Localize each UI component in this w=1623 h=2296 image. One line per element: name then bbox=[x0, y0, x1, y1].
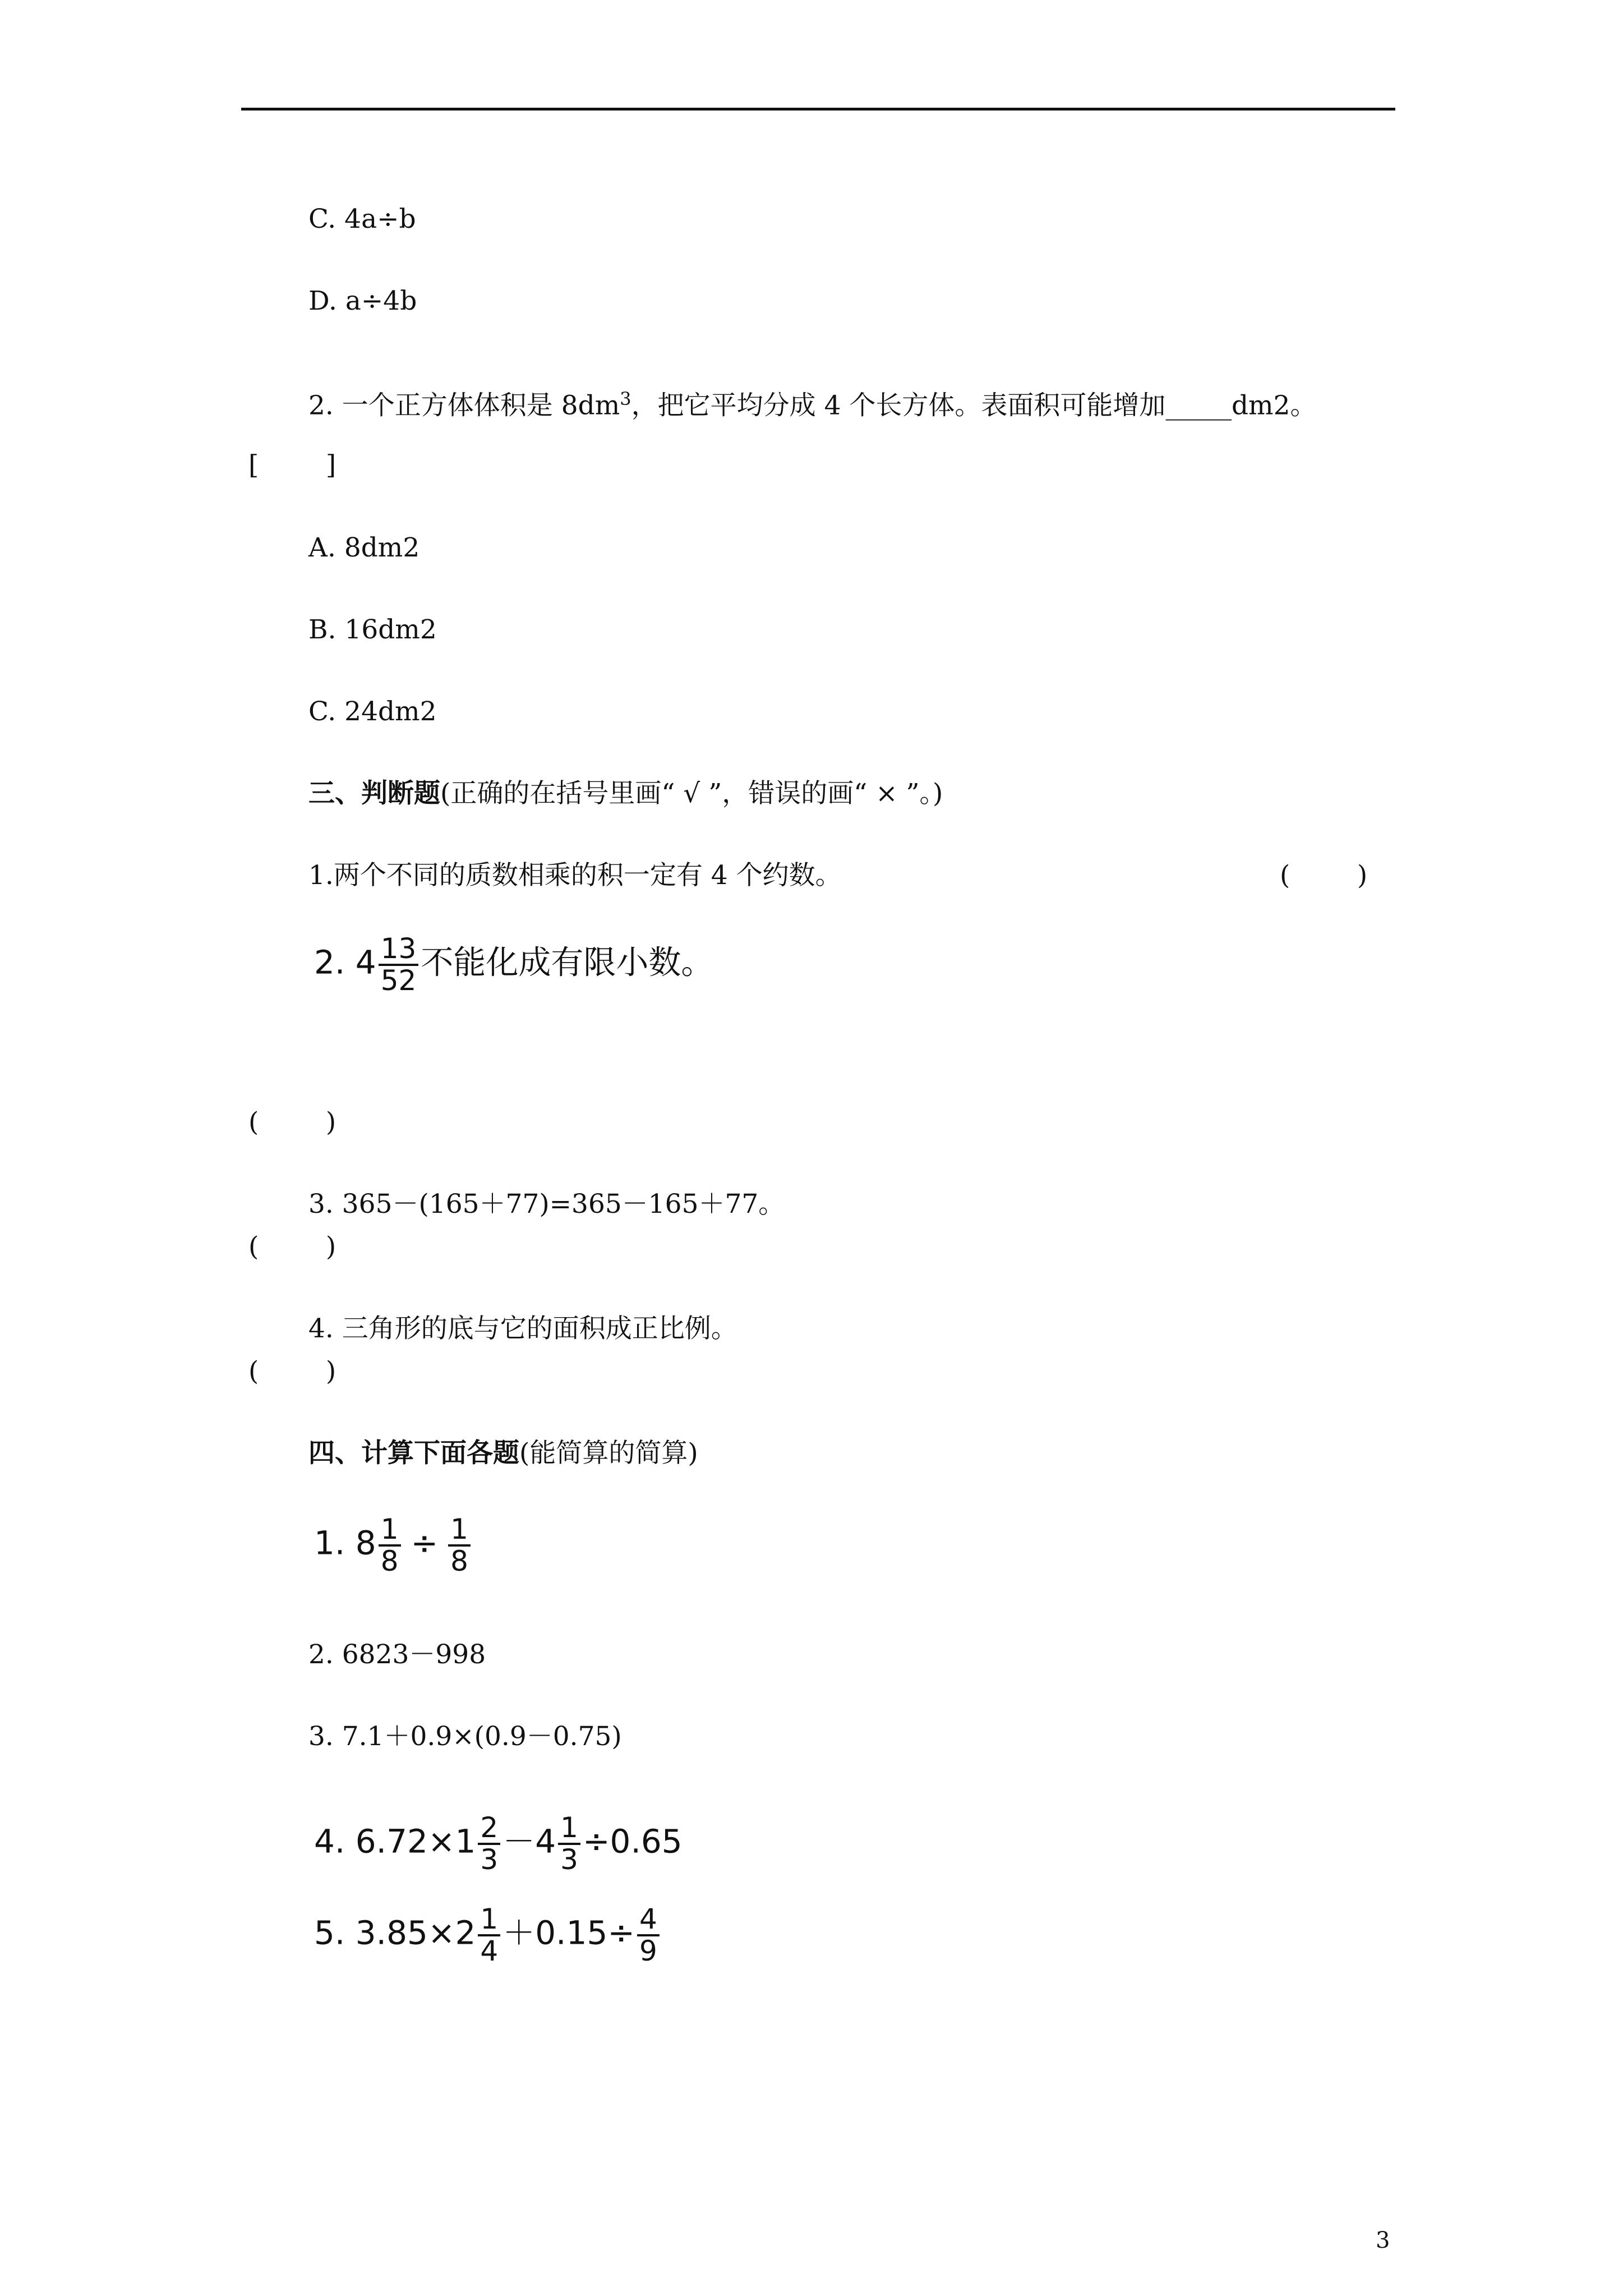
judge-item-2-paren[interactable]: ( ) bbox=[248, 1107, 336, 1138]
fraction-numerator: 13 bbox=[379, 934, 419, 966]
section-3-title: 三、判断题 bbox=[308, 778, 440, 809]
fraction-denominator: 52 bbox=[380, 964, 417, 997]
calc-5 bbox=[314, 1904, 662, 1966]
question-2-text-c: dm2。 bbox=[1231, 390, 1317, 421]
fraction bbox=[379, 1515, 401, 1576]
judge-item-4: 4. 三角形的底与它的面积成正比例。 bbox=[308, 1313, 737, 1344]
fraction-denominator: 3 bbox=[480, 1843, 499, 1876]
fraction bbox=[379, 934, 419, 995]
question-2 bbox=[308, 390, 1317, 419]
fraction-denominator: 8 bbox=[450, 1544, 468, 1577]
section-4-title: 四、计算下面各题 bbox=[308, 1438, 519, 1469]
judge-item-3-paren[interactable]: ( ) bbox=[248, 1231, 336, 1262]
calc-1 bbox=[314, 1515, 473, 1576]
option-c: C. 4a÷b bbox=[308, 204, 416, 234]
calc-5-part-b: ＋0.15÷ bbox=[502, 1913, 635, 1952]
judge-item-1-paren[interactable]: ( ) bbox=[1280, 860, 1368, 891]
divide-sign: ÷ bbox=[411, 1524, 439, 1562]
question-2-text-a: 2. 一个正方体体积是 8dm bbox=[308, 390, 620, 421]
fraction-denominator: 3 bbox=[560, 1843, 578, 1876]
page-number: 3 bbox=[1376, 2228, 1390, 2253]
calc-4-part-a: 4. 6.72×1 bbox=[314, 1822, 476, 1861]
calc-2: 2. 6823－998 bbox=[308, 1639, 486, 1670]
calc-4 bbox=[314, 1813, 683, 1874]
judge-item-1: 1.两个不同的质数相乘的积一定有 4 个约数。 bbox=[308, 860, 842, 891]
calc-1-prefix: 1. 8 bbox=[314, 1524, 376, 1562]
judge-item-2 bbox=[314, 934, 713, 995]
judge-item-4-paren[interactable]: ( ) bbox=[248, 1356, 336, 1387]
fraction bbox=[558, 1813, 580, 1874]
question-2-sup: 3 bbox=[620, 388, 631, 409]
option-b: B. 16dm2 bbox=[308, 614, 437, 645]
option-d: D. a÷4b bbox=[308, 286, 417, 316]
fraction bbox=[478, 1904, 500, 1966]
header-rule bbox=[241, 108, 1395, 111]
fraction-numerator: 1 bbox=[379, 1515, 401, 1547]
fraction-numerator: 1 bbox=[558, 1813, 580, 1845]
question-2-text-b: ，把它平均分成 4 个长方体。表面积可能增加 bbox=[631, 390, 1166, 421]
section-3-heading bbox=[308, 780, 943, 807]
fraction bbox=[478, 1813, 500, 1874]
fraction-denominator: 4 bbox=[480, 1934, 499, 1967]
section-4-instruction: (能简算的简算) bbox=[519, 1438, 698, 1469]
calc-4-part-b: －4 bbox=[502, 1822, 556, 1861]
option-a: A. 8dm2 bbox=[308, 532, 420, 563]
judge-item-2-prefix: 2. 4 bbox=[314, 943, 376, 982]
fraction-numerator: 1 bbox=[478, 1904, 500, 1936]
calc-5-part-a: 5. 3.85×2 bbox=[314, 1913, 476, 1952]
fraction bbox=[637, 1904, 660, 1966]
calc-3: 3. 7.1＋0.9×(0.9－0.75) bbox=[308, 1721, 622, 1752]
fraction-numerator: 1 bbox=[448, 1515, 471, 1547]
fraction-denominator: 9 bbox=[639, 1934, 657, 1967]
fraction bbox=[448, 1515, 471, 1576]
fraction-denominator: 8 bbox=[380, 1544, 399, 1577]
section-3-instruction: (正确的在括号里画“ √ ”，错误的画“ × ”。) bbox=[440, 778, 943, 809]
answer-bracket[interactable]: [ ] bbox=[248, 450, 336, 481]
answer-blank[interactable]: _____ bbox=[1165, 390, 1232, 421]
fraction-numerator: 4 bbox=[637, 1904, 660, 1936]
fraction-numerator: 2 bbox=[478, 1813, 500, 1845]
calc-4-part-c: ÷0.65 bbox=[582, 1822, 683, 1861]
option-c2: C. 24dm2 bbox=[308, 696, 437, 727]
section-4-heading bbox=[308, 1438, 698, 1469]
judge-item-3: 3. 365－(165＋77)=365－165＋77。 bbox=[308, 1189, 785, 1220]
judge-item-2-suffix: 不能化成有限小数。 bbox=[421, 943, 714, 982]
